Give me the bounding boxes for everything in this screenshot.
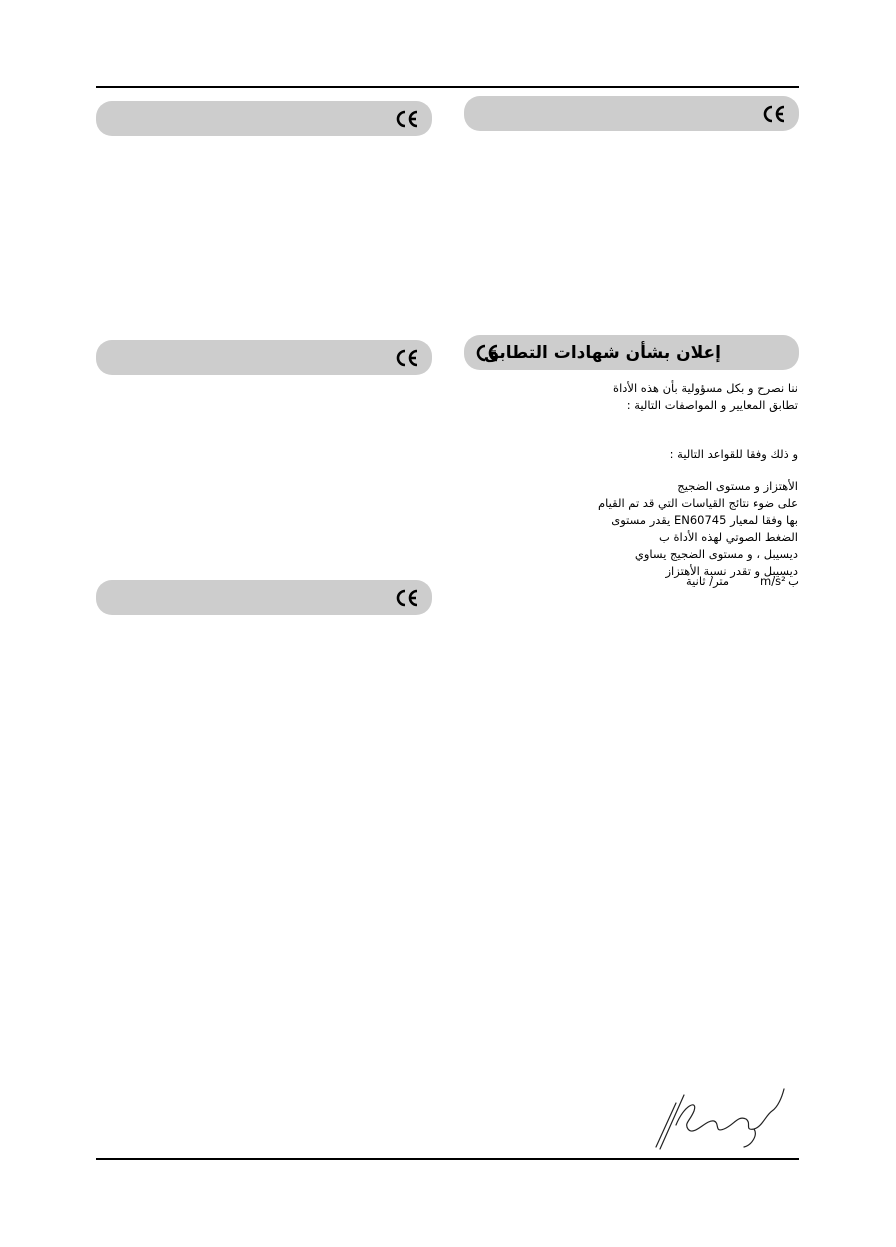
noise-line: ديسيبل و تقدر نسبة الأهتزاز (665, 564, 798, 578)
rules-line: و ذلك وفقا للقواعد التالية : (669, 447, 798, 461)
declaration-bar (464, 335, 799, 370)
section-bar-right-1 (464, 96, 799, 131)
noise-line: ديسيبل ، و مستوى الضجيج يساوي (634, 547, 798, 561)
vibration-prefix: ب (788, 574, 799, 588)
ce-mark-icon (394, 348, 420, 368)
top-rule (96, 86, 799, 88)
ce-mark-icon (474, 343, 500, 363)
noise-line: الأهتزاز و مستوى الضجيج (677, 479, 798, 493)
vibration-unit-ar: متر/ ثانية (686, 574, 730, 588)
section-bar-left-1 (96, 101, 432, 136)
section-bar-left-2 (96, 340, 432, 375)
vibration-unit-si: m/s² (760, 574, 786, 588)
bottom-rule (96, 1158, 799, 1160)
ce-mark-icon (761, 104, 787, 124)
intro-line: تطابق المعايير و المواصفات التالية : (626, 398, 798, 412)
ce-mark-icon (394, 588, 420, 608)
noise-line: الضغط الصوتي لهذه الأداة ب (659, 530, 798, 544)
vibration-unit-line (600, 574, 801, 591)
noise-line: بها وفقا لمعيار EN60745 يقدر مستوى (611, 513, 798, 527)
noise-line: على ضوء نتائج القياسات التي قد تم القيام (598, 496, 798, 510)
declaration-intro (613, 380, 798, 414)
ce-mark-icon (394, 109, 420, 129)
signature (654, 1085, 788, 1155)
section-bar-left-3 (96, 580, 432, 615)
intro-line: ننا نصرح و بكل مسؤولية بأن هذه الأداة (613, 381, 798, 395)
declaration-title: إعلان بشأن شهادات التطابق (484, 342, 721, 363)
noise-vibration-block (598, 478, 798, 580)
